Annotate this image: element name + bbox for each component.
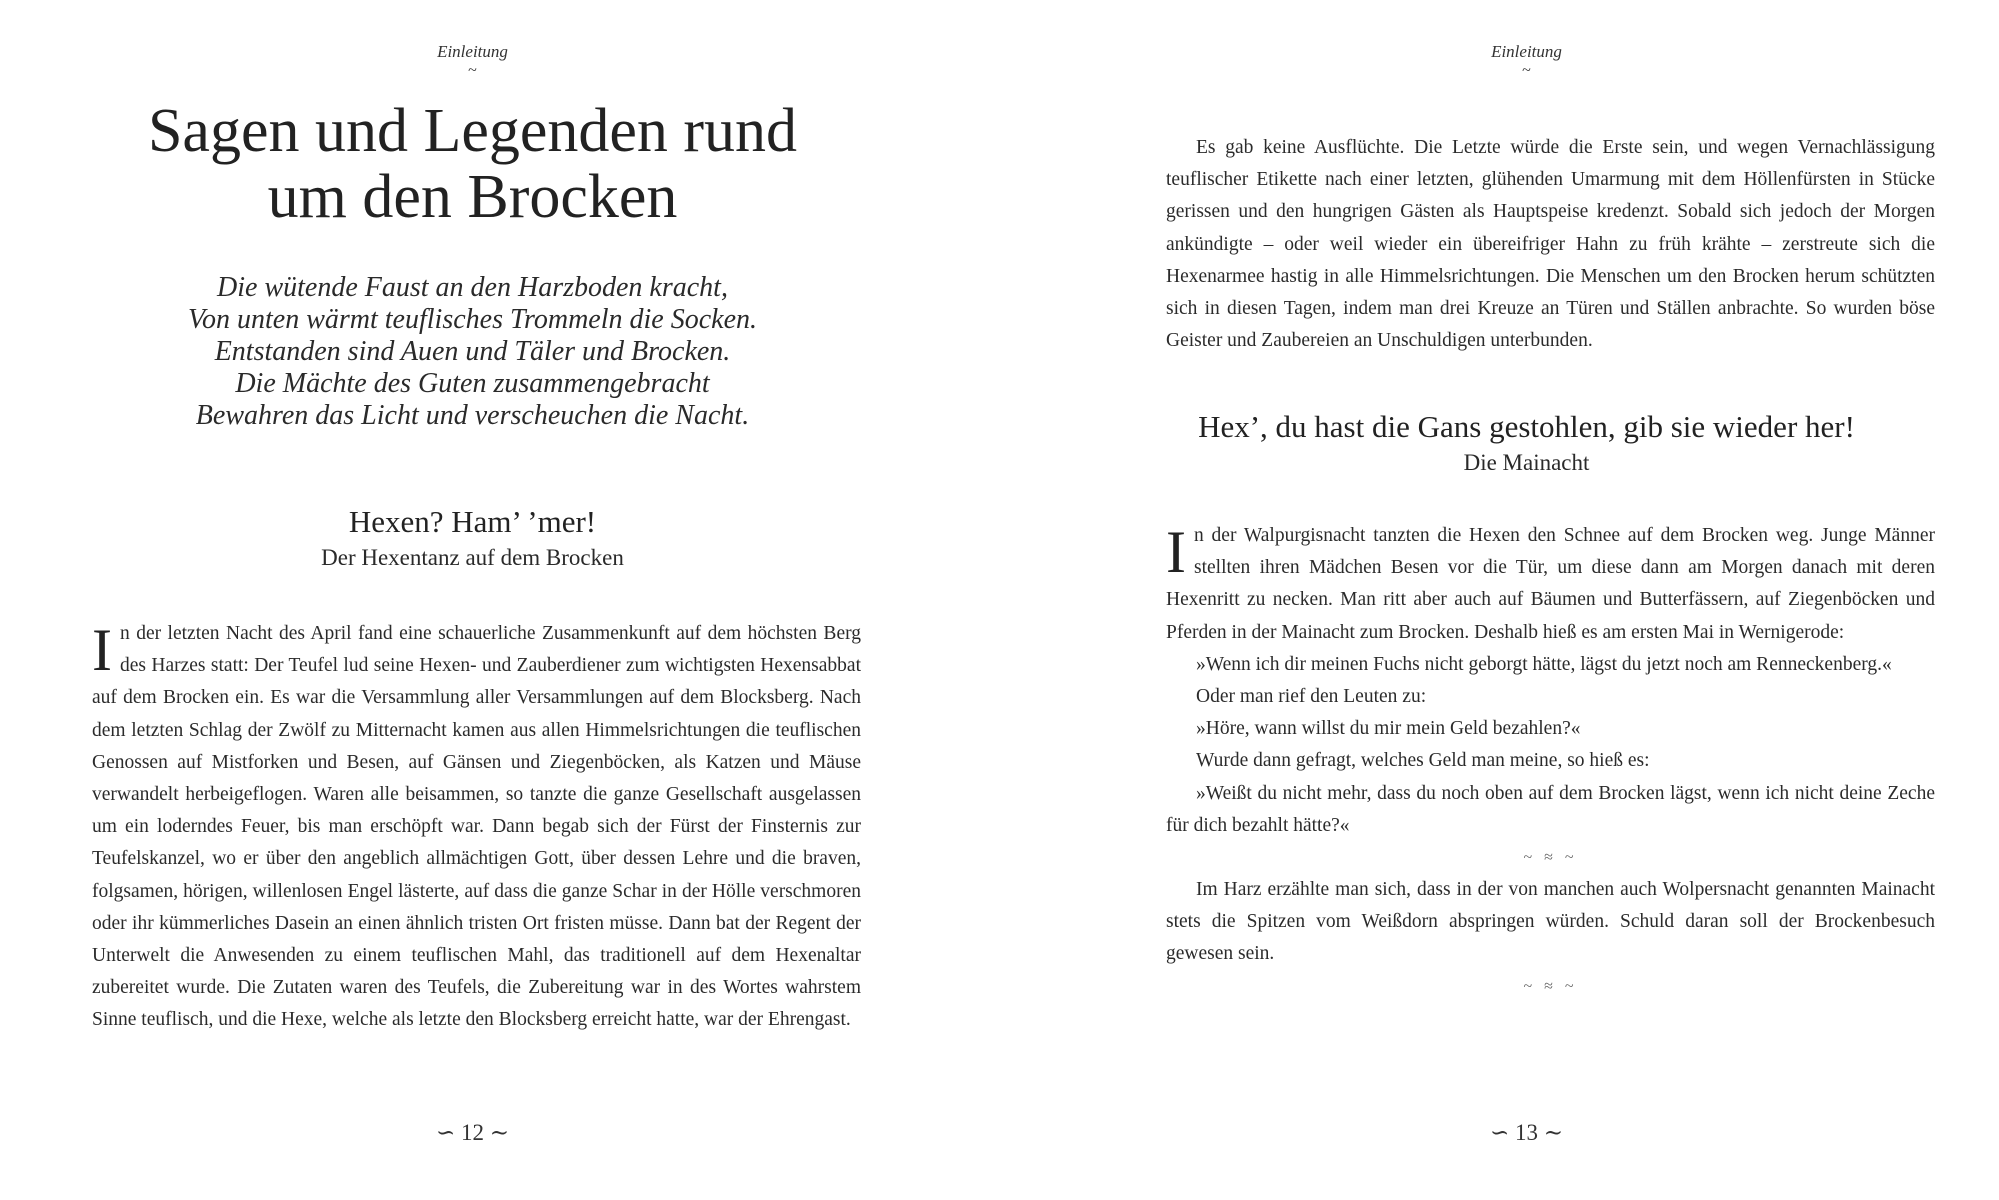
right-page xyxy=(1054,0,1999,1200)
quote: »Höre, wann willst du mir mein Geld bezahlen?« xyxy=(1196,718,1581,740)
poem-line: Von unten wärmt teuflisches Trommeln die Socken. xyxy=(188,304,757,335)
poem-line: Entstanden sind Auen und Täler und Brocken. xyxy=(214,336,731,367)
quote: »Weißt du nicht mehr, dass du noch oben auf dem Brocken lägst, wenn ich nicht deine Zeche für dich bezahlt hätte?« xyxy=(1166,782,1935,836)
section-heading-hexentanz xyxy=(0,503,945,573)
paragraph: Im Harz erzählte man sich, dass in der von manchen auch Wolpersnacht genannten Mainacht stets die Spitzen vom Weißdorn abspringen würden. Schuld daran soll der Brockenbesuch gewesen sein. xyxy=(1166,879,1935,965)
paragraph: Wurde dann gefragt, welches Geld man meine, so hieß es: xyxy=(1196,750,1650,772)
left-page xyxy=(0,0,945,1200)
tilde-ornament-icon: ~ xyxy=(468,62,477,79)
quote: »Wenn ich dir meinen Fuchs nicht geborgt hätte, lägst du jetzt noch am Renneckenberg.« xyxy=(1196,653,1892,675)
section-heading-mainacht xyxy=(1054,408,1999,478)
paragraph: Es gab keine Ausflüchte. Die Letzte würde die Erste sein, und wegen Vernachlässigung teuflischer Etikette nach einer letzten, glühenden Umarmung mit dem Höllenfürsten in Stücke gerissen und den hungrigen Gästen als Hauptspeise kredenzt. Sobald sich jedoch der Morgen ankündigte – oder weil wieder ein übereifriger Hahn zu früh krähte – zerstreute sich die Hexenarmee hastig in alle Himmelsrichtungen. Die Menschen um den Brocken herum schützten sich in diesen Tagen, indem man drei Kreuze an Türen und Ställen anbrachte. So wurden böse Geister und Zaubereien an Unschuldigen unterbunden. xyxy=(1166,137,1935,352)
drop-cap: I xyxy=(1166,519,1186,585)
section-subtitle: Der Hexentanz auf dem Brocken xyxy=(321,545,624,570)
chapter-title-line-1: Sagen und Legenden rund xyxy=(147,97,798,165)
section-title: Hex’, du hast die Gans gestohlen, gib sie wieder her! xyxy=(1198,409,1855,444)
page-number-right: ∽ 13 ∼ xyxy=(1489,1120,1564,1145)
running-head-right: Einleitung ~ xyxy=(1054,42,1999,76)
chapter-title-line-2: um den Brocken xyxy=(267,163,678,231)
section-break-ornament-icon: ~ ≈ ~ xyxy=(1523,849,1578,867)
tilde-ornament-icon: ~ xyxy=(1522,62,1531,79)
drop-cap: I xyxy=(92,617,112,683)
chapter-title xyxy=(0,98,945,230)
epigraph-poem xyxy=(0,272,945,432)
poem-line: Bewahren das Licht und verscheuchen die Nacht. xyxy=(195,400,750,431)
running-head-left: Einleitung ~ xyxy=(0,42,945,76)
paragraph: In der Walpurgisnacht tanzten die Hexen den Schnee auf dem Brocken weg. Junge Männer stellten ihren Mädchen Besen vor die Tür, um diese dann am Morgen danach mit deren Hexenritt zu necken. Man ritt aber auch auf Bäumen und Butterfässern, auf Ziegenböcken und Pferden in der Mainacht zum Brocken. Deshalb hieß es am ersten Mai in Wernigerode: xyxy=(1166,519,1935,643)
page-number-left: ∽ 12 ∼ xyxy=(435,1120,510,1145)
paragraph: Oder man rief den Leuten zu: xyxy=(1196,686,1427,708)
poem-line: Die Mächte des Guten zusammengebracht xyxy=(235,368,710,399)
body-text-left xyxy=(92,618,861,1037)
poem-line: Die wütende Faust an den Harzboden kracht, xyxy=(217,272,728,303)
paragraph: In der letzten Nacht des April fand eine schauerliche Zusammenkunft auf dem höchsten Berg des Harzes statt: Der Teufel lud seine Hexen- und Zauberdiener zum wichtigsten Hexensabbat auf dem Brocken ein. Es war die Versammlung aller Versammlungen auf dem Blocksberg. Nach dem letzten Schlag der Zwölf zu Mitternacht kamen aus allen Himmelsrichtungen die teuflischen Genossen auf Mistforken und Besen, auf Gänsen und Ziegenböcken, als Katzen und Mäuse verwandelt herbeigeflogen. Waren alle beisammen, so tanzte die ganze Gesellschaft ausgelassen um ein loderndes Feuer, bis man erschöpft war. Dann begab sich der Fürst der Finsternis zur Teufelskanzel, wo er über den angeblich allmächtigen Gott, über dessen Lehre und die braven, folgsamen, hörigen, willenlosen Engel lästerte, auf dass die ganze Schar in der Hölle verschmoren oder ihr kümmerliches Dasein an einen ähnlich tristen Ort fristen müsse. Dann bat der Regent der Unterwelt die Anwesenden zu einem teuflischen Mahl, das traditionell auf dem Hexenaltar zubereitet wurde. Die Zutaten waren des Teufels, die Zubereitung war in des Wortes wahrstem Sinne teuflisch, und die Hexe, welche als letzte den Blocksberg erreicht hatte, war der Ehrengast. xyxy=(92,617,861,1031)
body-text-right-bottom xyxy=(1166,520,1935,1003)
body-text-right-top xyxy=(1166,132,1935,357)
section-break-ornament-icon: ~ ≈ ~ xyxy=(1523,977,1578,995)
section-title: Hexen? Ham’ ’mer! xyxy=(348,504,597,539)
section-subtitle: Die Mainacht xyxy=(1463,450,1590,475)
